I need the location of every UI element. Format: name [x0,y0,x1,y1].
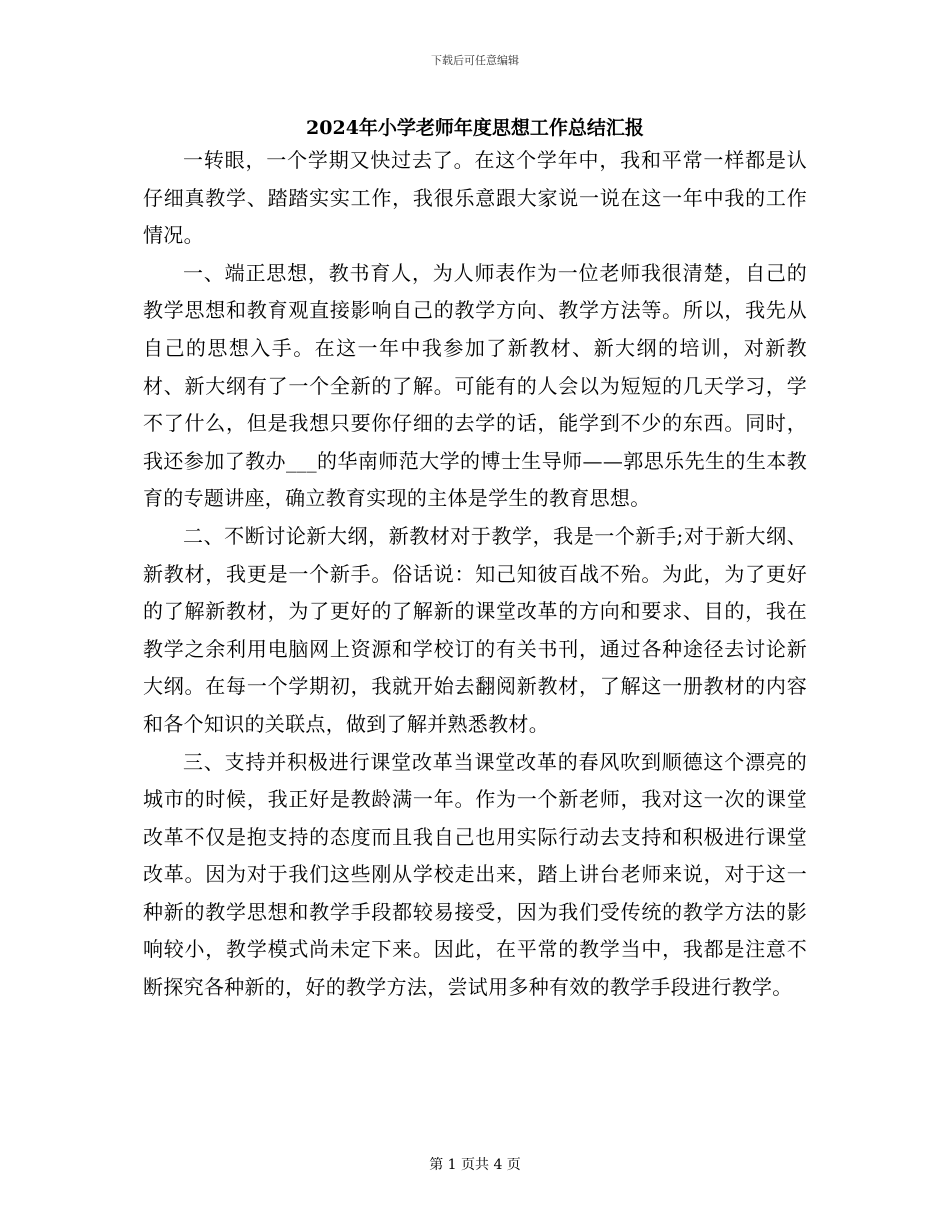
page-header-note: 下载后可任意编辑 [431,54,519,67]
document-title: 2024年小学老师年度思想工作总结汇报 [306,117,644,139]
paragraph-section-1: 一、端正思想，教书育人，为人师表作为一位老师我很清楚，自己的教学思想和教育观直接影响自己的教学方向、教学方法等。所以，我先从自己的思想入手。在这一年中我参加了新教材、新大纲的培训，对新教材、新大纲有了一个全新的了解。可能有的人会以为短短的几天学习，学不了什么，但是我想只要你仔细的去学的话，能学到不少的东西。同时，我还参加了教办___的华南师范大学的博士生导师——郭思乐先生的生本教育的专题讲座，确立教育实现的主体是学生的教育思想。 [143,260,807,511]
document-body [143,142,807,1007]
paragraph-section-2: 二、不断讨论新大纲，新教材对于教学，我是一个新手;对于新大纲、新教材，我更是一个新手。俗话说：知己知彼百战不殆。为此，为了更好的了解新教材，为了更好的了解新的课堂改革的方向和要求、目的，我在教学之余利用电脑网上资源和学校订的有关书刊，通过各种途径去讨论新大纲。在每一个学期初，我就开始去翻阅新教材，了解这一册教材的内容和各个知识的关联点，做到了解并熟悉教材。 [143,523,807,736]
page-number: 第 1 页共 4 页 [429,1157,521,1173]
paragraph-section-3: 三、支持并积极进行课堂改革当课堂改革的春风吹到顺德这个漂亮的城市的时候，我正好是教龄满一年。作为一个新老师，我对这一次的课堂改革不仅是抱支持的态度而且我自己也用实际行动去支持和积极进行课堂改革。因为对于我们这些刚从学校走出来，踏上讲台老师来说，对于这一种新的教学思想和教学手段都较易接受，因为我们受传统的教学方法的影响较小，教学模式尚未定下来。因此，在平常的教学当中，我都是注意不断探究各种新的，好的教学方法，尝试用多种有效的教学手段进行教学。 [143,749,807,1000]
paragraph-intro: 一转眼，一个学期又快过去了。在这个学年中，我和平常一样都是认仔细真教学、踏踏实实工作，我很乐意跟大家说一说在这一年中我的工作情况。 [143,148,807,248]
